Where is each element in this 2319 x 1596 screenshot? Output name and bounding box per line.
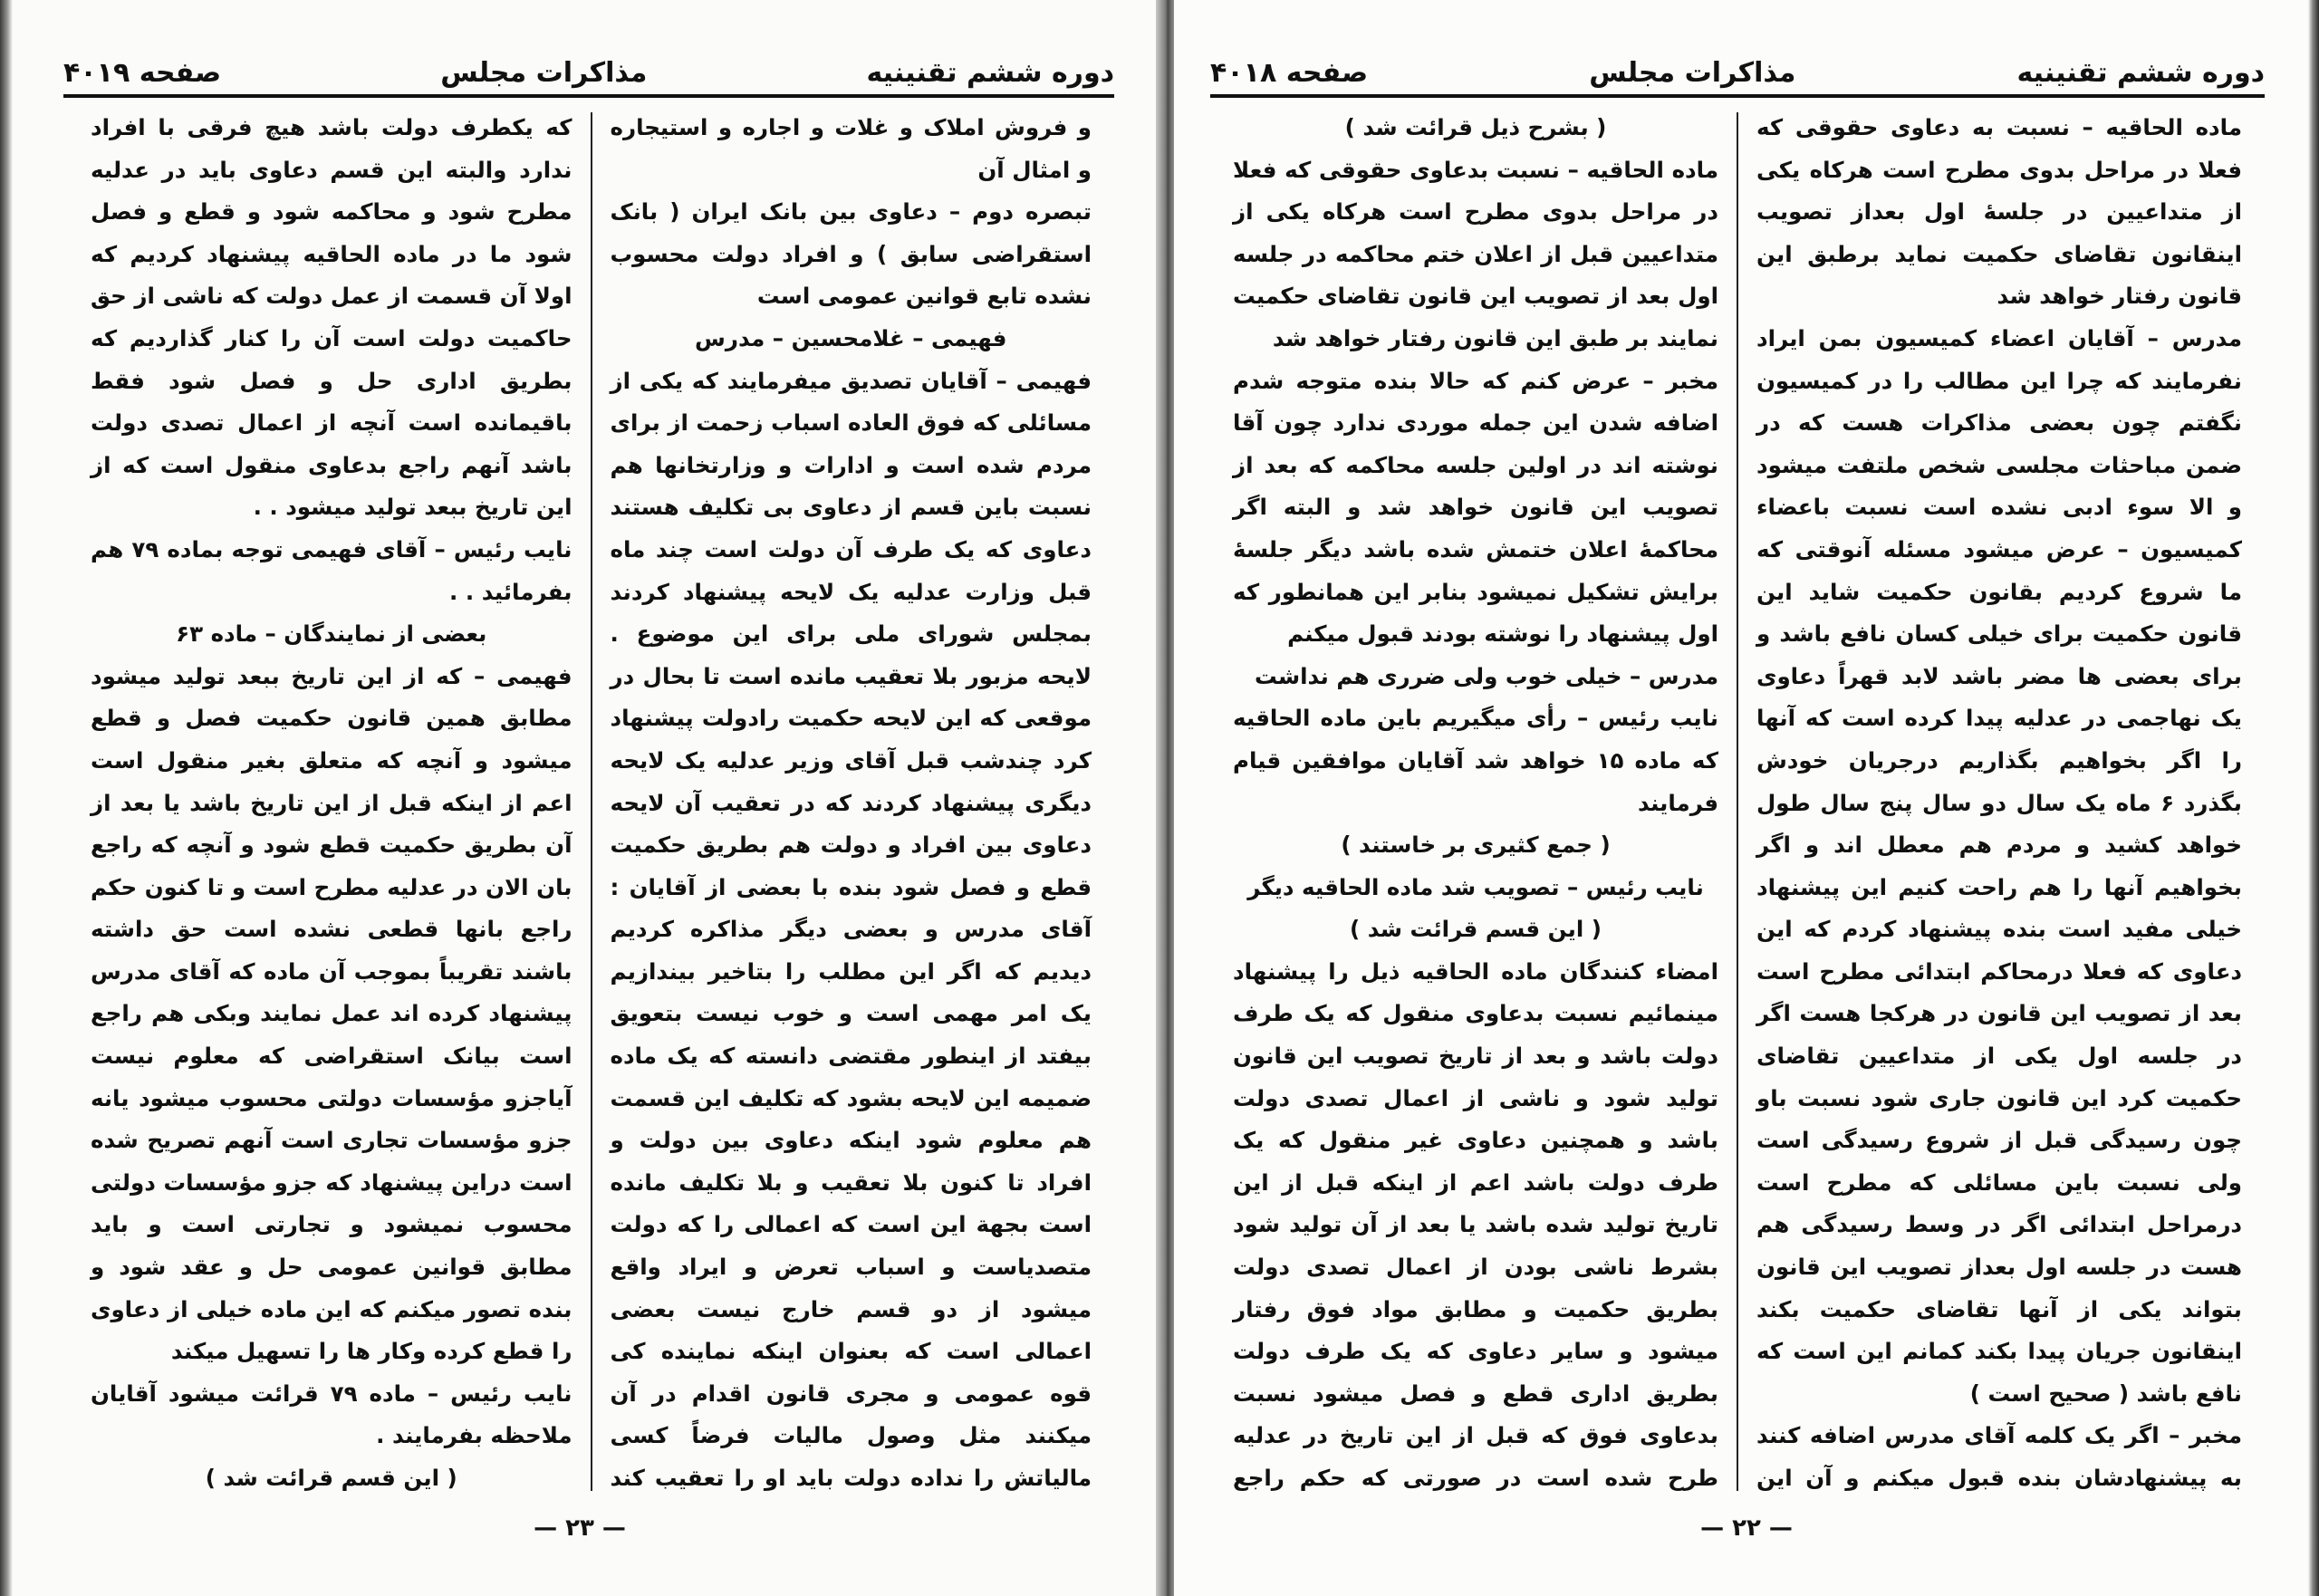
paragraph: نایب رئیس – ماده ۷۹ قرائت میشود آقایان ملاحظه بفرمایند . xyxy=(91,1380,573,1449)
paragraph: ( این قسم قرائت شد ) xyxy=(1350,916,1602,943)
text-columns xyxy=(1215,107,2260,1496)
header-title: مذاکرات مجلس xyxy=(440,57,648,89)
paragraph: ( این قسم قرائت شد ) xyxy=(205,1465,457,1491)
page-edge-shadow xyxy=(2308,0,2319,1596)
paragraph: نایب رئیس – آقای فهیمی توجه بماده ۷۹ هم بفرمائید . . xyxy=(91,535,573,605)
page-edge-shadow xyxy=(0,0,13,1596)
session-label: دوره ششم تقنینیه xyxy=(866,57,1114,89)
page-footer-number: — ۲۳ — xyxy=(534,1514,626,1542)
right-page xyxy=(1174,0,2319,1596)
paragraph: فهیمی – که از این تاریخ ببعد تولید میشود مطابق همین قانون حکمیت فصل و قطع میشود و آنچه که متعلق بغیر منقول است اعم از اینکه قبل از این تاریخ باشد یا بعد از آن بطریق حکمیت قطع شود و آنچه که راجع بان الان در عدلیه مطرح است و تا کنون حکم راجع بانها قطعی نشده است حق داشته باشند تقریباً بموجب آن ماده که آقای مدرس پیشنهاد کرده اند عمل نمایند وبکی هم راجع است بیانک استقراضی که معلوم نیست آیاجزو مؤسسات دولتی محسوب میشود یانه جزو مؤسسات تجاری است آنهم تصریح شده است دراین پیشنهاد که جزو مؤسسات دولتی محسوب نمیشود و تجارتی است و باید مطابق قوانین عمومی حل و عقد شود و بنده تصور میکنم که این ماده خیلی از دعاوی را قطع کرده وکار ها را تسهیل میکند xyxy=(91,662,573,1365)
header-title: مذاکرات مجلس xyxy=(1589,57,1796,89)
page-footer-number: — ۲۲ — xyxy=(1700,1514,1793,1542)
paragraph: ( بشرح ذیل قرائت شد ) xyxy=(1344,114,1607,140)
paragraph: فهیمی – آقایان تصدیق میفرمایند که یکی از مسائلی که فوق العاده اسباب زحمت از برای مردم شده است و ادارات و وزارتخانها هم نسبت باین قسم از دعاوی بی تکلیف هستند دعاوی که یک طرف آن دولت است چند ماه قبل وزارت عدلیه یک لایحه پیشنهاد کردند بمجلس شورای ملی برای این موضوع . لایحه مزبور بلا تعقیب مانده است تا بحال در موقعی که این لایحه حکمیت رادولت پیشنهاد کرد چندشب قبل آقای وزیر عدلیه یک لایحه دیگری پیشنهاد کردند که در تعقیب آن لایحه دعاوی بین افراد و دولت هم بطریق حکمیت قطع و فصل شود بنده با بعضی از آقایان : آقای مدرس و بعضی دیگر مذاکره کردیم دیدیم که اگر این مطلب را بتاخیر بیندازیم یک امر مهمی است و خوب نیست بتعویق بیفتد از اینطور مقتضی دانسته که یک ماده ضمیمه این لایحه بشود که تکلیف این قسمت هم معلوم شود اینکه دعاوی بین دولت و افراد تا کنون بلا تعقیب و بلا تکلیف مانده است بجهة این است که اعمالی را که دولت متصدیاست و اسباب تعرض و ایراد واقع میشود از دو قسم خارج نیست بعضی اعمالی است که بعنوان اینکه نماینده کی قوه عمومی و مجری قانون اقدام در آن میکنند مثل وصول مالیات فرضاً کسی مالیاتش را نداده دولت باید او را تعقیب کند xyxy=(610,367,1092,1491)
paragraph: ماده الحاقیه – نسبت به دعاوی حقوقی که فعلا در مراحل بدوی مطرح است هرکاه یکی از متداعیین در جلسهٔ اول بعداز تصویب اینقانون تقاضای حکمیت نماید برطبق این قانون رفتار خواهد شد xyxy=(1756,114,2242,310)
paragraph: ( جمع کثیری بر خاستند ) xyxy=(1341,832,1611,859)
paragraph: مدرس – آقایان اعضاء کمیسیون بمن ایراد نفرمایند که چرا این مطالب را در کمیسیون نگفتم چون بعضی مذاکرات هست که در ضمن مباحثات مجلسی شخص ملتفت میشود و الا سوء ادبی نشده است نسبت باعضاء کمیسیون – عرض میشود مسئله آنوقتی که ما شروع کردیم بقانون حکمیت شاید این قانون حکمیت برای خیلی کسان نافع باشد و برای بعضی ها مضر باشد لابد قهراً دعاوی یک نهاجمی در عدلیه پیدا کرده است که آنها را اگر بخواهیم بگذاریم درجریان خودش بگذرد ۶ ماه یک سال دو سال پنج سال طول خواهد کشید و مردم هم معطل اند و اگر بخواهیم آنها را هم راحت کنیم این پیشنهاد خیلی مفید است بنده پیشنهاد کردم که این دعاوی که فعلا درمحاکم ابتدائی مطرح است بعد از تصویب این قانون در هرکجا هست اگر در جلسه اول یکی از متداعیین تقاضای حکمیت کرد این قانون جاری شود نسبت باو چون رسیدگی قبل از شروع رسیدگی است ولی نسبت باین مسائلی که مطرح است درمراحل ابتدائی اگر در وسط رسیدگی هم هست در جلسه اول بعداز تصویب این قانون بتواند یکی از آنها تقاضای حکمیت بکند اینقانون جریان پیدا بکند کمانم این است که نافع باشد ( صحیح است ) xyxy=(1756,324,2242,1407)
paragraph: تبصره دوم – دعاوی بین بانک ایران ( بانک استقراضی سابق ) و افراد دولت محسوب نشده تابع قوانین عمومی است xyxy=(610,198,1092,310)
page-header xyxy=(1210,45,2265,89)
paragraph: مخبر – اگر یک کلمه آقای مدرس اضافه کنند به پیشنهادشان بنده قبول میکنم و آن این xyxy=(1756,1422,2242,1491)
paragraph: بعضی از نمایندگان – ماده ۶۳ xyxy=(176,620,487,648)
page-header xyxy=(63,45,1114,89)
paragraph: مخبر – عرض کنم که حالا بنده متوجه شدم اضافه شدن این جمله موردی ندارد چون آقا نوشته اند در اولین جلسه محاکمه که بعد از تصویب این قانون خواهد شد و البته اگر محاکمهٔ اعلان ختمش شده باشد دیگر جلسهٔ برایش تشکیل نمیشود بنابر این همانطور که اول پیشنهاد را نوشته بودند قبول میکنم xyxy=(1233,367,1718,648)
text-column-right xyxy=(1738,107,2260,1496)
paragraph: و فروش املاک و غلات و اجاره و استیجاره و امثال آن xyxy=(610,114,1092,183)
page-number-label: صفحه ۴۰۱۸ xyxy=(1210,57,1369,89)
header-rule xyxy=(1210,94,2265,98)
paragraph: نایب رئیس – رأی میگیریم باین ماده الحاقیه که ماده ۱۵ خواهد شد آقایان موافقین قیام فرمایند xyxy=(1233,705,1718,816)
paragraph: ماده الحاقیه – نسبت بدعاوی حقوقی که فعلا در مراحل بدوی مطرح است هرکاه یکی از متداعیین قبل از اعلان ختم محاکمه در جلسه اول بعد از تصویب این قانون تقاضای حکمیت نمایند بر طبق این قانون رفتار خواهد شد xyxy=(1233,156,1718,351)
header-rule xyxy=(63,94,1114,98)
session-label: دوره ششم تقنینیه xyxy=(2016,57,2265,89)
paragraph: مدرس – خیلی خوب ولی ضرری هم نداشت xyxy=(1255,662,1718,689)
paragraph: فهیمی – غلامحسین – مدرس xyxy=(695,324,1007,351)
text-columns xyxy=(72,107,1110,1496)
paragraph: نایب رئیس – تصویب شد ماده الحاقیه دیگر xyxy=(1247,873,1704,900)
text-column-left xyxy=(72,107,591,1496)
text-column-left xyxy=(1215,107,1737,1496)
page-number-label: صفحه ۴۰۱۹ xyxy=(63,57,222,89)
text-column-right xyxy=(592,107,1111,1496)
paragraph: که یکطرف دولت باشد هیچ فرقی با افراد ندارد والبته این قسم دعاوی باید در عدلیه مطرح شود و محاکمه شود و قطع و فصل شود ما در ماده الحاقیه پیشنهاد کردیم که اولا آن قسمت از عمل دولت که ناشی از حق حاکمیت دولت است آن را کنار گذاردیم که بطریق اداری حل و فصل شود فقط باقیمانده است آنچه از اعمال تصدی دولت باشد آنهم راجع بدعاوی منقول است که از این تاریخ ببعد تولید میشود . . xyxy=(91,114,573,521)
paragraph: امضاء کنندگان ماده الحاقیه ذیل را پیشنهاد مینمائیم نسبت بدعاوی منقول که یک طرف دولت باشد و بعد از تاریخ تصویب این قانون تولید شود و ناشی از اعمال تصدی دولت باشد و همچنین دعاوی غیر منقول که یک طرف دولت باشد اعم از اینکه قبل از این تاریخ تولید شده باشد یا بعد از آن تولید شود بشرط ناشی بودن از اعمال تصدی دولت بطریق حکمیت و مطابق مواد فوق رفتار میشود و سایر دعاوی که یک طرف دولت بطریق اداری قطع و فصل میشود نسبت بدعاوی فوق که قبل از این تاریخ در عدلیه طرح شده است در صورتی که حکم راجع xyxy=(1233,957,1718,1491)
